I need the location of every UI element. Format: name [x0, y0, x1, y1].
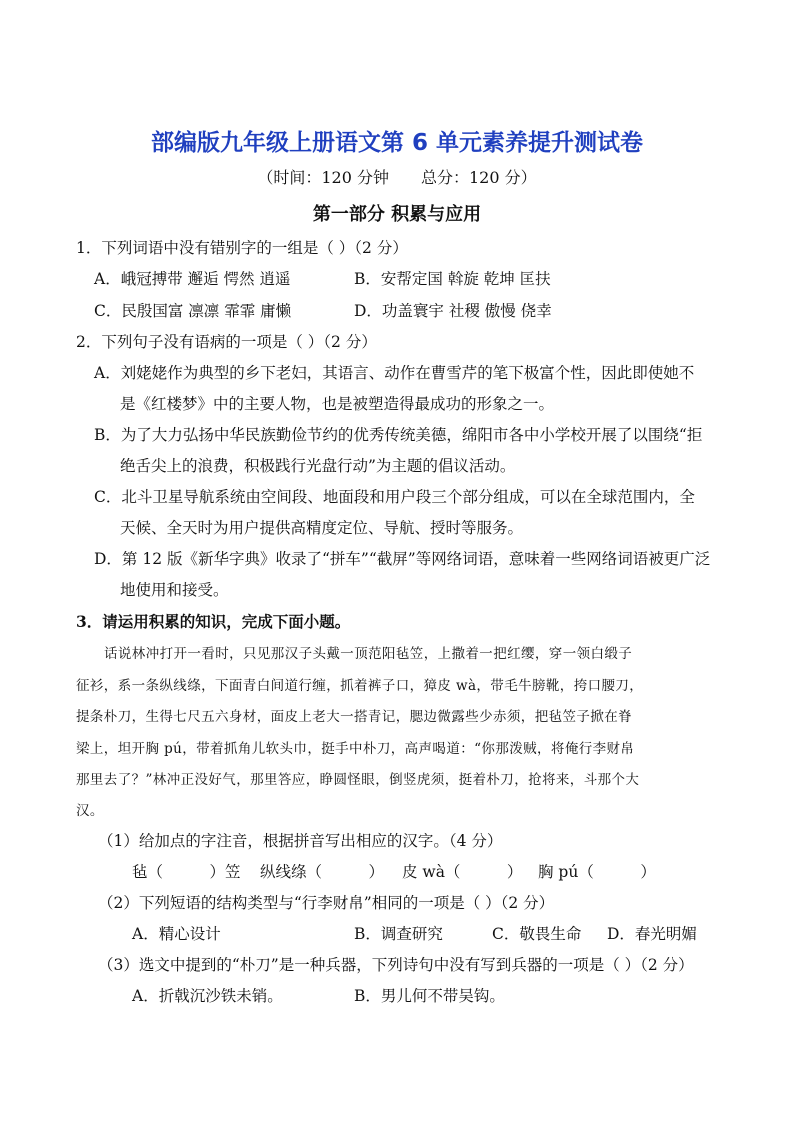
passage-line: 话说林冲打开一看时，只见那汉子头戴一顶范阳毡笠，上撒着一把红缨，穿一领白缎子 [104, 646, 633, 662]
q3-sub3-option-a: A．折戟沉沙铁未销。 [132, 987, 283, 1005]
section-heading: 第一部分 积累与应用 [312, 204, 482, 225]
passage-line: 梁上，坦开胸 pú，带着抓角儿软头巾，挺手中朴刀，高声喝道：“你那泼贼，将俺行李财帛 [76, 741, 635, 757]
pinyin-blank: 纵线绦（ ） [260, 863, 385, 881]
q1-option-b: B．安帮定国 斡旋 乾坤 匡扶 [354, 270, 551, 288]
q2-option-c-line1: C．北斗卫星导航系统由空间段、地面段和用户段三个部分组成，可以在全球范围内，全 [94, 488, 695, 506]
q2-option-b-line2: 绝舌尖上的浪费，积极践行光盘行动”为主题的倡议活动。 [120, 457, 516, 475]
q3-sub2-option-d: D．春光明媚 [607, 925, 697, 943]
exam-subtitle: （时间：120 分钟 总分：120 分） [257, 168, 537, 187]
q1-option-c: C．民殷国富 凛凛 霏霏 庸懒 [94, 302, 292, 320]
q3-sub2-option-b: B．调查研究 [354, 925, 443, 943]
q3-sub2-stem: （2）下列短语的结构类型与“行李财帛”相同的一项是（ ）（2 分） [98, 894, 555, 912]
passage-line: 提条朴刀，生得七尺五六身材，面皮上老大一搭青记，腮边微露些少赤须，把毡笠子掀在脊 [76, 709, 632, 725]
passage-line: 征衫，系一条纵线绦，下面青白间道行缠，抓着裤子口，獐皮 wà，带毛牛膀靴，挎口腰刀， [76, 678, 644, 694]
passage-line: 那里去了？”林冲正没好气，那里答应，睁圆怪眼，倒竖虎须，挺着朴刀，抢将来，斗那个大 [76, 772, 640, 788]
pinyin-blank: 胸 pú（ ） [538, 863, 656, 881]
q3-sub2-option-a: A．精心设计 [132, 925, 221, 943]
q2-option-a-line2: 是《红楼梦》中的主要人物，也是被塑造得最成功的形象之一。 [120, 395, 555, 413]
q2-option-d-line2: 地使用和接受。 [120, 581, 229, 599]
pinyin-blank: 皮 wà（ ） [402, 863, 523, 881]
q1-option-a: A．峨冠搏带 邂逅 愕然 逍遥 [94, 270, 291, 288]
q3-sub3-stem: （3）选文中提到的“朴刀”是一种兵器，下列诗句中没有写到兵器的一项是（ ）（2 分） [98, 956, 694, 974]
q2-option-b-line1: B．为了大力弘扬中华民族勤俭节约的优秀传统美德，绵阳市各中小学校开展了以围绕“拒 [94, 426, 703, 444]
q3-sub2-option-c: C．敬畏生命 [492, 925, 582, 943]
q3-sub3-option-b: B．男儿何不带吴钩。 [354, 987, 505, 1005]
q2-option-d-line1: D．第 12 版《新华字典》收录了“拼车”“截屏”等网络词语，意味着一些网络词语被更广泛 [94, 550, 711, 568]
q1-stem: 1．下列词语中没有错别字的一组是（ ）（2 分） [76, 239, 408, 257]
q2-option-a-line1: A．刘姥姥作为典型的乡下老妇，其语言、动作在曹雪芹的笔下极富个性，因此即使她不 [94, 364, 695, 382]
q2-stem: 2．下列句子没有语病的一项是（ ）（2 分） [76, 333, 377, 351]
q2-option-c-line2: 天候、全天时为用户提供高精度定位、导航、授时等服务。 [120, 519, 524, 537]
pinyin-blank: 毡（ ）笠 [132, 863, 241, 881]
q3-sub1-stem: （1）给加点的字注音，根据拼音写出相应的汉字。（4 分） [98, 832, 503, 850]
passage-line: 汉。 [76, 803, 104, 819]
q3-stem: 3．请运用积累的知识，完成下面小题。 [76, 612, 351, 631]
exam-title: 部编版九年级上册语文第 6 单元素养提升测试卷 [150, 130, 644, 156]
q1-option-d: D．功盖寰宇 社稷 傲慢 侥幸 [354, 302, 552, 320]
